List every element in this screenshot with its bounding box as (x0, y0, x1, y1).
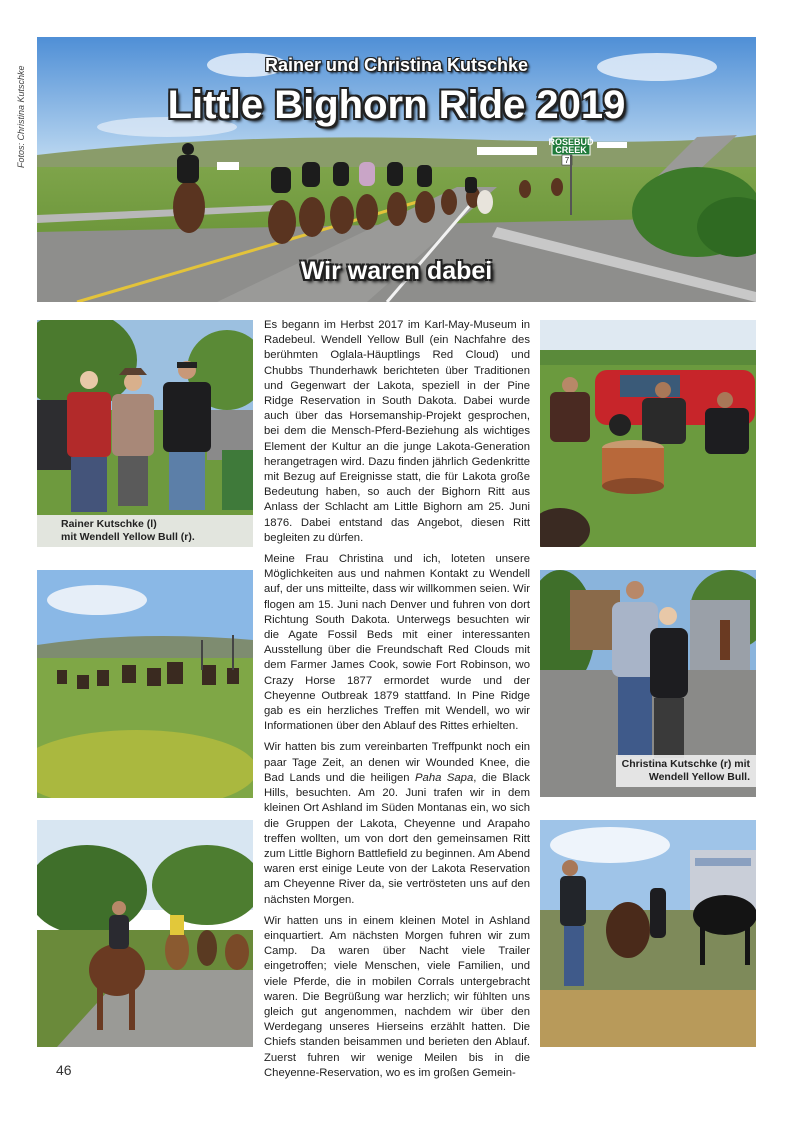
photo-rainer-wendell (37, 320, 253, 547)
photo-drum-circle (540, 320, 756, 547)
caption-photo-christina: Christina Kutschke (r) mit Wendell Yellow Bull. (616, 755, 756, 787)
road-sign-number: 7 (564, 156, 570, 165)
article-paragraph-4: Wir hatten uns in einem kleinen Motel in Ashland einquartiert. Am nächsten Morgen fuhren wir zum Camp. Da waren über Nacht viele Trailer eingetroffen; viele Menschen, viele Familien, und viele Pferde, die in mobilen Corrals untergebracht waren. Die Begrüßung war herzlich; wir fühlten uns gleich gut angenommen, nachdem wir über den Werdegang unseres Hierseins erzählt hatten. Die Chiefs standen beisammen und berieten den Ablauf. Zuerst fuhren wir wenige Meilen bis in die Cheyenne-Reservation, wo es im großen Gemein- (264, 914, 530, 1079)
article-body (264, 318, 530, 1087)
photo-rainer-wendell-image (37, 320, 253, 547)
road-sign-line1: ROSEBUD (548, 137, 594, 147)
photo-christina-wendell (540, 570, 756, 797)
photo-horses-trailer (540, 820, 756, 1047)
article-paragraph-2: Meine Frau Christina und ich, loteten unsere Möglichkeiten aus und nahmen Kontakt zu Wendell auf, der uns mitteilte, dass wir willkommen seien. Wir flogen am 15. Juni nach Denver und fuhren von dort Richtung South Dakota. Unterwegs besuchten wir die Agate Fossil Beds mit einer interessanten Ausstellung über die Freundschaft Red Clouds mit dem Farmer James Cook, sowie Fort Robinson, wo Crazy Horse 1877 ermordet wurde und der Cheyenne Outbreak 1879 stattfand. In Pine Ridge gab es ein herzliches Treffen mit Wendell, wo wir Informationen über den Ablauf des Rittes erhielten. (264, 553, 530, 733)
article-paragraph-3: Wir hatten bis zum vereinbarten Treffpunkt noch ein paar Tage Zeit, an denen wir Wounded Knee, die Bad Lands und die heiligen Paha Sapa, die Black Hills, besuchten. Am 20. Juni trafen wir in dem kleinen Ort Ashland im Süden Montanas ein, wo sich die Gruppen der Lakota, Cheyenne und Arapaho treffen wollten, um von dort den gemeinsamen Ritt zum Little Bighorn Battlefield zu beginnen. Am Abend waren erst einige Leute von der Lakota Reservation am Cheyenne River da, sie vertrösteten uns auf den nächsten Morgen. (264, 741, 530, 906)
article-title: Little Bighorn Ride 2019 (167, 83, 626, 127)
hero-photo (37, 37, 756, 302)
photo-drum-circle-image (540, 320, 756, 547)
page-number: 46 (56, 1062, 72, 1078)
road-sign-line2: CREEK (555, 145, 587, 155)
article-subtitle: Wir waren dabei (300, 257, 493, 285)
photo-riders-road (37, 820, 253, 1047)
photo-riders-field-image (37, 570, 253, 798)
photo-riders-road-image (37, 820, 253, 1047)
photo-credit: Fotos: Christina Kutschke (16, 65, 26, 168)
photo-horses-trailer-image (540, 820, 756, 1047)
photo-riders-field (37, 570, 253, 798)
caption-photo-rainer: Rainer Kutschke (l) mit Wendell Yellow Bull (r). (37, 515, 253, 547)
article-paragraph-1: Es begann im Herbst 2017 im Karl-May-Museum in Radebeul. Wendell Yellow Bull (ein Nachfahre des berühmten Oglala-Häuptlings Red Cloud) und Chubbs Thunderhawk berichteten über Traditionen und Gegenwart der Lakota, speziell in der Pine Ridge Reservation in South Dakota. Dabei wurde auch über das Horsemanship-Projekt gesprochen, bei dem die Mensch-Pferd-Beziehung als wichtiges Element der Kultur an die junge Lakota-Generation herangetragen wird. Dazu finden jährlich Gedenkritte mit Bezug auf Ereignisse statt, die für Lakota große Bedeutung haben, so auch der Bighorn Ritt aus Anlass der Schlacht am Little Bighorn am 25. Juni 1876. Dabei entstand das Angebot, diesen Ritt begleiten zu dürfen. (264, 319, 530, 544)
article-authors: Rainer und Christina Kutschke (264, 55, 529, 75)
